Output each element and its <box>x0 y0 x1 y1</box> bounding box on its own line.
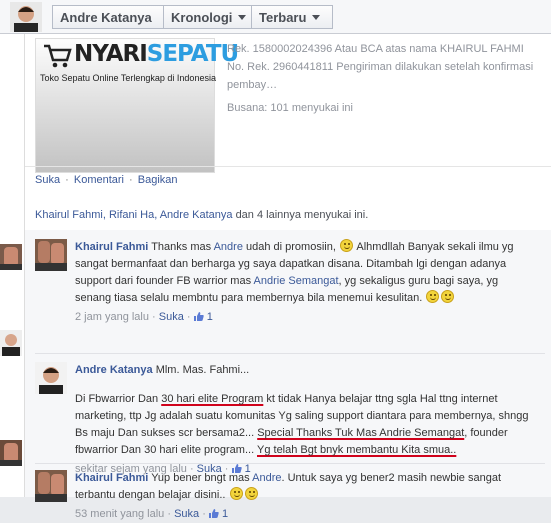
comment-body <box>75 362 537 478</box>
comment-body <box>75 470 537 523</box>
comment-button[interactable]: Komentari <box>73 174 124 186</box>
crumb-label: Andre Katanya <box>60 9 152 25</box>
comment-text: Mlm. Mas. Fahmi... <box>155 364 250 376</box>
comment-author[interactable]: Khairul Fahmi <box>75 472 149 484</box>
comment-time[interactable]: 53 menit yang lalu <box>75 508 165 520</box>
highlighted-text: Special Thanks Tuk Mas Andrie Semangat <box>257 427 465 439</box>
post-actions <box>35 174 178 186</box>
smile-emoji-icon <box>230 487 243 500</box>
timeline-header <box>0 0 551 34</box>
highlighted-text: 30 hari elite Program <box>161 393 264 405</box>
cart-icon <box>42 43 72 69</box>
crumb-timeline-dropdown[interactable] <box>163 5 252 29</box>
crumb-label: Kronologi <box>171 9 233 25</box>
comment-like-button[interactable]: Suka <box>158 311 184 323</box>
shared-link-description <box>227 40 547 76</box>
comment-list <box>25 230 551 520</box>
smile-emoji-icon <box>245 487 258 500</box>
comment-text: Di Fbwarrior Dan <box>75 393 159 405</box>
comment-time[interactable]: 2 jam yang lalu <box>75 311 149 323</box>
brand-logo <box>74 41 238 67</box>
shared-link-image[interactable] <box>35 38 239 173</box>
comment-text: , yg sekaligus guru bagi saya, yg senang tiasa selalu membntu para membernya bila menemui kesulitan. <box>75 275 499 304</box>
mention-link[interactable]: Andrie Semangat <box>253 275 339 287</box>
smile-emoji-icon <box>441 290 454 303</box>
comment-author[interactable]: Andre Katanya <box>75 364 153 376</box>
comment-text: udah di promosiin, <box>246 241 336 253</box>
divider <box>35 463 545 464</box>
comment-body <box>75 239 537 326</box>
like-button[interactable]: Suka <box>35 174 61 186</box>
comment-text: . Untuk saya yg bener2 masih newbie sangat terbantu dengan belajar disini.. <box>75 472 502 501</box>
comment-like-button[interactable]: Suka <box>174 508 200 520</box>
comment-text: kt tidak Hanya belajar ttng sgla Hal ttng internet marketing, ttp Jg adalah suatu komunitas Yg saling support diantara para membernya, shngg Bs maju Dan sukses scr bersama2... <box>75 393 529 439</box>
mention-link[interactable]: Andre <box>213 241 243 253</box>
comment-time[interactable]: sekitar sejam yang lalu <box>75 463 187 475</box>
description-line: No. Rek. 2960441811 Pengiriman dilakukan setelah konfirmasi <box>227 61 534 73</box>
left-sidebar <box>0 0 25 497</box>
avatar[interactable] <box>35 362 67 394</box>
comment-text: Yup bener bngt mas <box>151 472 250 484</box>
chevron-down-icon <box>312 15 320 20</box>
highlighted-text: Yg telah Bgt bnyk membantu Kita smua.. <box>257 444 457 456</box>
thumbs-up-icon <box>194 312 204 321</box>
crumb-recent-dropdown[interactable] <box>251 5 333 29</box>
likes-tail: dan 4 lainnya menyukai ini. <box>235 209 369 221</box>
mention-link[interactable]: Andre <box>252 472 282 484</box>
shared-link-meta: Busana: 101 menyukai ini <box>227 102 353 114</box>
brand-left: NYARI <box>74 41 147 67</box>
chevron-down-icon <box>238 15 246 20</box>
divider <box>35 353 545 354</box>
comment-author[interactable]: Khairul Fahmi <box>75 241 149 253</box>
comment-text: , founder fbwarrior Dan 30 hari elite program... <box>75 427 508 456</box>
like-count[interactable]: 1 <box>244 463 251 475</box>
like-count[interactable]: 1 <box>206 311 213 323</box>
post-card <box>25 34 551 520</box>
separator: · <box>126 174 136 186</box>
avatar[interactable] <box>0 440 22 466</box>
profile-avatar[interactable] <box>10 2 42 32</box>
description-line: Rek. 1580002024396 Atau BCA atas nama KHAIRUL FAHMI <box>227 43 524 55</box>
comment-like-button[interactable]: Suka <box>196 463 222 475</box>
comment-meta: sekitar sejam yang lalu · Suka · 1 <box>75 463 251 475</box>
likers-link[interactable]: Khairul Fahmi, Rifani Ha, Andre Katanya <box>35 209 233 221</box>
brand-tagline: Toko Sepatu Online Terlengkap di Indonesia <box>40 73 216 83</box>
comment-meta: 2 jam yang lalu · Suka · 1 <box>75 311 213 323</box>
crumb-label: Terbaru <box>259 9 307 25</box>
avatar[interactable] <box>35 470 67 502</box>
likes-summary <box>35 209 368 221</box>
comment-text: Thanks mas <box>151 241 212 253</box>
avatar[interactable] <box>0 330 22 356</box>
smile-emoji-icon <box>340 239 353 252</box>
avatar[interactable] <box>0 244 22 270</box>
brand-right: SEPATU <box>146 41 239 67</box>
smile-emoji-icon <box>426 290 439 303</box>
avatar[interactable] <box>35 239 67 271</box>
comment-meta: 53 menit yang lalu · Suka · 1 <box>75 508 229 520</box>
spacer <box>75 379 537 391</box>
comment-text: Alhmdllah Banyak sekali ilmu yg sangat bermanfaat dan berharga yg saya dapatkan disana. Ditambah lgi dengan adanya support dari founder FB warrior mas <box>75 241 514 287</box>
like-count[interactable]: 1 <box>221 508 229 520</box>
thumbs-up-icon <box>209 509 219 518</box>
crumb-profile-name[interactable] <box>52 5 164 29</box>
divider <box>25 166 551 167</box>
share-button[interactable]: Bagikan <box>137 174 178 186</box>
description-line: pembay… <box>227 79 278 91</box>
separator: · <box>62 174 72 186</box>
